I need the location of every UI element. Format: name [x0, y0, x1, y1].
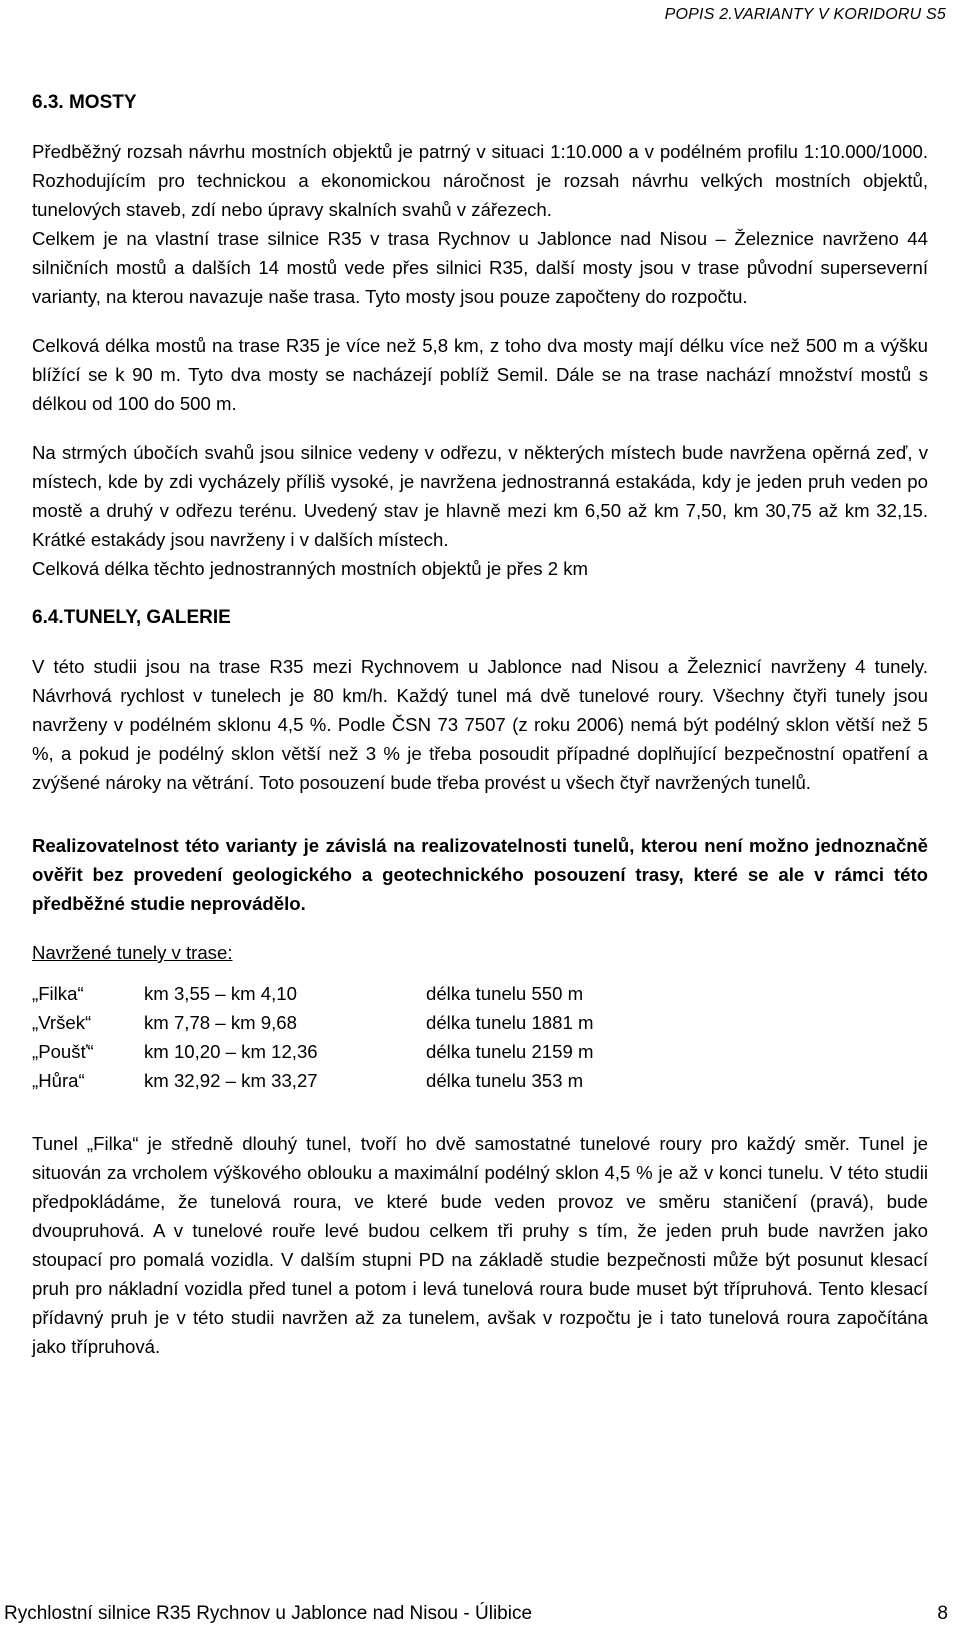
tunnel-list-title: Navržené tunely v trase: [32, 942, 233, 963]
bridges-paragraph-5: Celková délka těchto jednostranných mostních objektů je přes 2 km [32, 558, 589, 579]
tunnel-length: délka tunelu 550 m [426, 983, 584, 1004]
section-heading-bridges: 6.3. MOSTY [32, 92, 137, 113]
page-number: 8 [937, 1603, 948, 1624]
feasibility-note: Realizovatelnost této varianty je závislá na realizovatelnosti tunelů, kterou není možno jednoznačně ověřit bez provedení geologického a geotechnického posouzení trasy, které se ale v rámci této předběžné studie neprovádělo. [32, 835, 928, 914]
tunnel-table [32, 979, 928, 1095]
page-footer [4, 1601, 948, 1627]
bridges-paragraph-3: Celková délka mostů na trase R35 je více než 5,8 km, z toho dva mosty mají délku více než 500 m a výšku blížící se k 90 m. Tyto dva mosty se nacházejí poblíž Semil. Dále se na trase nachází množství mostů s délkou od 100 do 500 m. [32, 335, 928, 414]
tunnel-length: délka tunelu 1881 m [426, 1012, 594, 1033]
page-content [32, 88, 928, 1361]
tunnel-length: délka tunelu 2159 m [426, 1041, 594, 1062]
tunnel-km-range: km 7,78 – km 9,68 [144, 1012, 297, 1033]
table-row [32, 1037, 928, 1066]
tunnel-name: „Poušť“ [32, 1041, 94, 1062]
tunnel-name: „Hůra“ [32, 1070, 85, 1091]
footer-document-title: Rychlostní silnice R35 Rychnov u Jablonce nad Nisou - Úlibice [4, 1603, 533, 1624]
tunnels-intro-paragraph: V této studii jsou na trase R35 mezi Rychnovem u Jablonce nad Nisou a Železnicí navrženy 4 tunely. Návrhová rychlost v tunelech je 80 km/h. Každý tunel má dvě tunelové roury. Všechny čtyři tunely jsou navrženy v podélném sklonu 4,5 %. Podle ČSN 73 7507 (z roku 2006) nemá být podélný sklon větší než 5 %, a pokud je podélný sklon větší než 3 % je třeba posoudit případné doplňující bezpečnostní opatření a zvýšené nároky na větrání. Toto posouzení bude třeba provést u všech čtyř navržených tunelů. [32, 656, 928, 793]
bridges-paragraph-2: Celkem je na vlastní trase silnice R35 v trasa Rychnov u Jablonce nad Nisou – Železnice navrženo 44 silničních mostů a dalších 14 mostů vede přes silnici R35, další mosty jsou v trase původní superseverní varianty, na kterou navazuje naše trasa. Tyto mosty jsou pouze započteny do rozpočtu. [32, 228, 928, 307]
section-heading-tunnels: 6.4.TUNELY, GALERIE [32, 607, 231, 628]
tunnel-km-range: km 3,55 – km 4,10 [144, 983, 297, 1004]
bridges-paragraph-4: Na strmých úbočích svahů jsou silnice vedeny v odřezu, v některých místech bude navržena opěrná zeď, v místech, kde by zdi vycházely příliš vysoké, je navržena jednostranná estakáda, kdy je jeden pruh veden po mostě a druhý v odřezu terénu. Uvedený stav je hlavně mezi km 6,50 až km 7,50, km 30,75 až km 32,15. Krátké estakády jsou navrženy i v dalších místech. [32, 442, 928, 550]
tunnel-km-range: km 32,92 – km 33,27 [144, 1070, 318, 1091]
running-header: POPIS 2.VARIANTY V KORIDORU S5 [664, 6, 946, 23]
bridges-paragraph-1: Předběžný rozsah návrhu mostních objektů je patrný v situaci 1:10.000 a v podélném profilu 1:10.000/1000. Rozhodujícím pro technickou a ekonomickou náročnost je rozsah návrhu velkých mostních objektů, tunelových staveb, zdí nebo úpravy skalních svahů v zářezech. [32, 141, 928, 220]
table-row [32, 1008, 928, 1037]
tunnel-length: délka tunelu 353 m [426, 1070, 584, 1091]
tunnel-km-range: km 10,20 – km 12,36 [144, 1041, 318, 1062]
tunnel-name: „Vršek“ [32, 1012, 92, 1033]
filka-tunnel-description: Tunel „Filka“ je středně dlouhý tunel, tvoří ho dvě samostatné tunelové roury pro každý směr. Tunel je situován za vrcholem výškového oblouku a maximální podélný sklon 4,5 % je až v konci tunelu. V této studii předpokládáme, že tunelová roura, ve které bude veden provoz ve směru staničení (pravá), bude dvoupruhová. A v tunelové rouře levé budou celkem tři pruhy s tím, že jeden pruh bude navržen jako stoupací pro pomalá vozidla. V dalším stupni PD na základě studie bezpečnosti může být posunut klesací pruh pro nákladní vozidla před tunel a potom i levá tunelová roura bude muset být třípruhová. Tento klesací přídavný pruh je v této studii navržen až za tunelem, avšak v rozpočtu je i tato tunelová roura započítána jako třípruhová. [32, 1133, 928, 1357]
table-row [32, 1066, 928, 1095]
tunnel-name: „Filka“ [32, 983, 84, 1004]
table-row [32, 979, 928, 1008]
